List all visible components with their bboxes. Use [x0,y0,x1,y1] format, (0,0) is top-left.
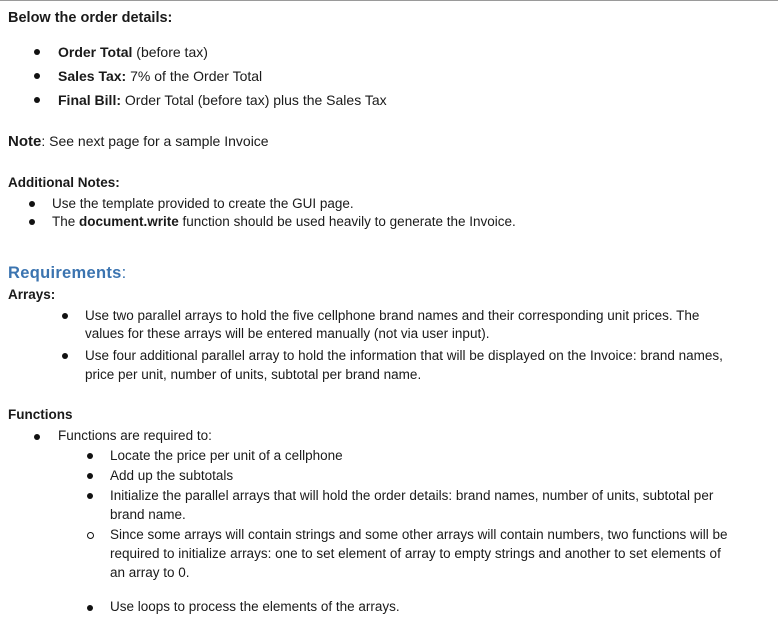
bullet-dot [87,605,93,611]
order-item-total [58,44,208,60]
arrays-item-line: price per unit, number of units, subtotal per brand name. [85,367,422,382]
note-line [8,133,269,150]
order-item-desc: 7% of the Order Total [126,68,263,84]
note-item-text: The [52,214,80,229]
arrays-item-line: Use two parallel arrays to hold the five cellphone brand names and their corresponding unit prices. The [85,308,700,323]
order-item-label: Order Total [58,44,133,60]
arrays-title: Arrays: [8,287,56,302]
note-item-text: Use the template provided to create the GUI page. [52,196,354,211]
bullet-dot [62,313,68,319]
additional-note-item [52,214,516,229]
additional-notes-title: Additional Notes: [8,175,120,190]
additional-note-item [52,196,354,211]
function-item-line: Since some arrays will contain strings and some other arrays will contain numbers, two functions will be [110,527,728,542]
order-item-tax [58,68,262,84]
order-item-label: Sales Tax: [58,68,127,84]
function-item-line: Use loops to process the elements of the arrays. [110,599,400,614]
arrays-item-line: values for these arrays will be entered manually (not via user input). [85,326,490,341]
functions-intro: Functions are required to: [58,428,212,443]
bullet-dot [34,434,40,440]
function-item-line: required to initialize arrays: one to set element of array to empty strings and another to set elements of [110,546,721,561]
requirements-title-text: Requirements [8,264,122,282]
bullet-dot [87,473,93,479]
function-item-line: Add up the subtotals [110,468,234,483]
order-item-desc: Order Total (before tax) plus the Sales Tax [121,92,387,108]
bullet-dot [34,49,40,55]
note-label: Note [8,133,42,150]
requirements-colon: : [121,264,127,282]
order-item-final [58,92,387,108]
sub-bullet-ring [87,532,94,539]
note-item-text: function should be used heavily to generate the Invoice. [178,214,516,229]
arrays-item-line: Use four additional parallel array to hold the information that will be displayed on the Invoice: brand names, [85,348,723,363]
order-item-desc: (before tax) [132,44,208,60]
bullet-dot [29,201,35,207]
function-item-line: an array to 0. [110,565,190,580]
bullet-dot [62,353,68,359]
order-item-label: Final Bill: [58,92,121,108]
note-text: : See next page for a sample Invoice [41,133,269,149]
note-item-code: document.write [79,214,179,229]
top-border [0,0,778,1]
requirements-title [8,264,127,283]
bullet-dot [87,493,93,499]
functions-title: Functions [8,407,73,422]
function-item-line: Locate the price per unit of a cellphone [110,448,343,463]
bullet-dot [87,453,93,459]
order-details-heading: Below the order details: [8,10,173,26]
bullet-dot [34,97,40,103]
function-item-line: Initialize the parallel arrays that will hold the order details: brand names, number of units, subtotal per [110,488,714,503]
bullet-dot [29,219,35,225]
function-item-line: brand name. [110,507,186,522]
bullet-dot [34,73,40,79]
